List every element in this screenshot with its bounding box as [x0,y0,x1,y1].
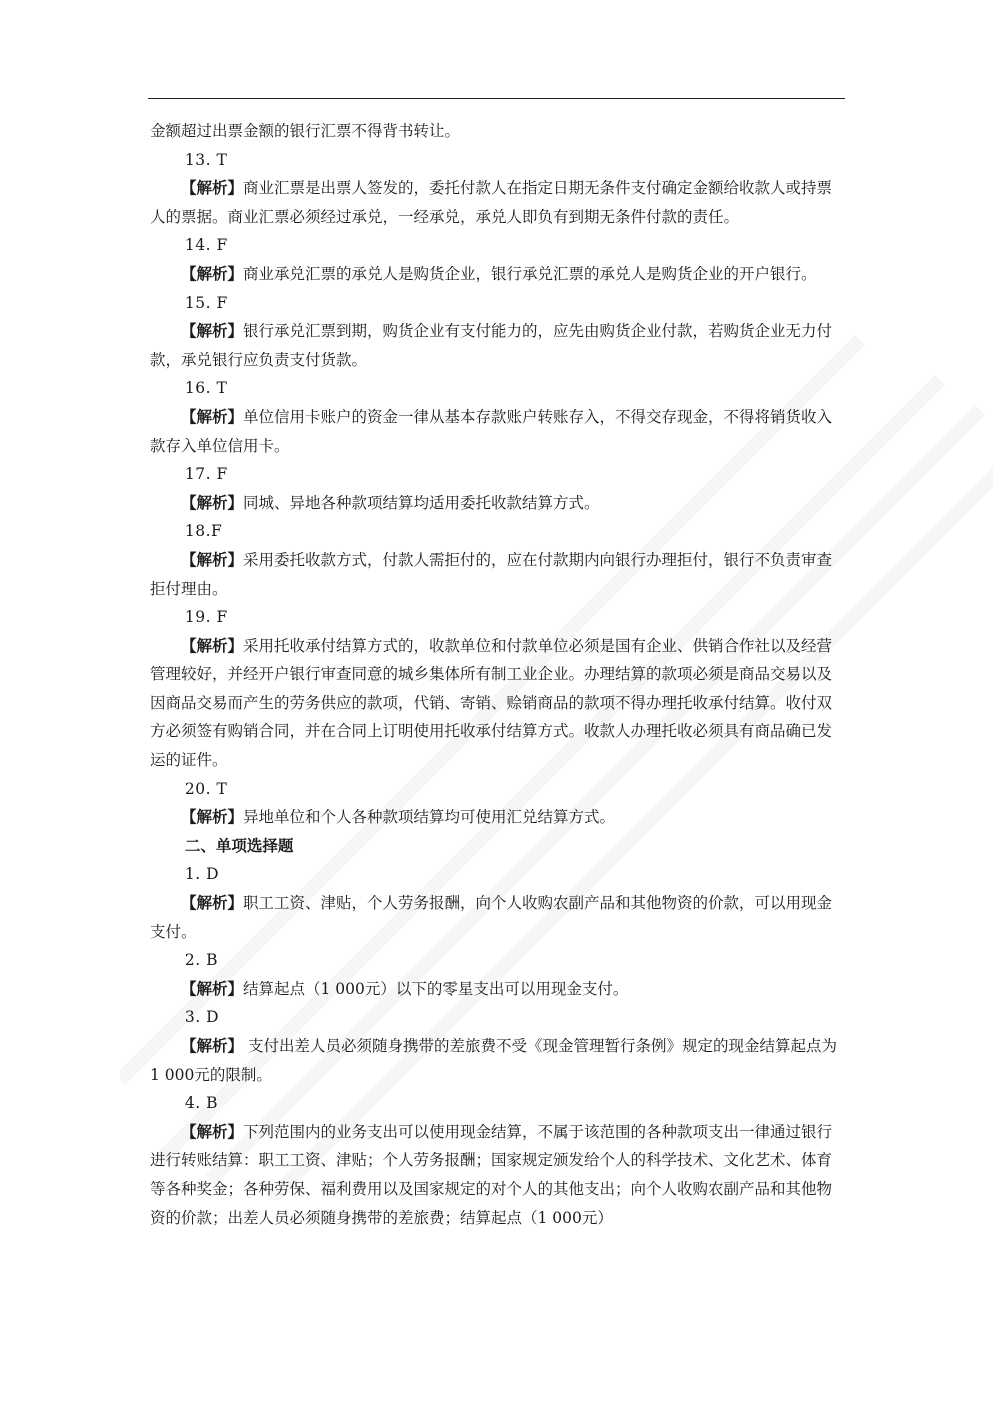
analysis-text: 商业承兑汇票的承兑人是购货企业，银行承兑汇票的承兑人是购货企业的开户银行。 [243,264,817,283]
answer-key: 2. B [184,951,218,970]
answer-key: 3. D [184,1008,220,1027]
answer-key: 14. F [184,236,228,255]
analysis-text: 职工工资、津贴，个人劳务报酬，向个人收购农副产品和其他物资的价款，可以用现金支付。 [150,894,833,941]
analysis-paragraph [150,546,845,603]
analysis-text: 结算起点（1 000元）以下的零星支出可以用现金支付。 [243,979,629,998]
analysis-label: 【解析】 [181,893,244,913]
analysis-text: 单位信用卡账户的资金一律从基本存款账户转账存入，不得交存现金，不得将销货收入款存入单位信用卡。 [150,407,833,455]
answer-key: 15. F [184,293,228,312]
analysis-text: 采用委托收款方式，付款人需拒付的，应在付款期内向银行办理拒付，银行不负责审查拒付理由。 [150,550,833,598]
analysis-label: 【解析】 [181,635,244,655]
answer-key: 16. T [184,379,228,398]
answer-key: 19. F [184,608,228,627]
answer-key: 13. T [184,150,228,169]
analysis-text: 商业汇票是出票人签发的，委托付款人在指定日期无条件支付确定金额给收款人或持票人的票据。商业汇票必须经过承兑，一经承兑，承兑人即负有到期无条件付款的责任。 [150,179,833,226]
analysis-label: 【解析】 [181,1036,244,1055]
body-paragraph: 金额超过出票金额的银行汇票不得背书转让。 [150,122,461,140]
section-heading: 二、单项选择题 [184,835,294,855]
analysis-paragraph [150,1032,845,1089]
answer-key: 18.F [184,522,223,541]
analysis-label: 【解析】 [181,549,244,569]
document-body [150,117,845,1232]
header-rule [148,98,845,99]
analysis-label: 【解析】 [181,978,244,998]
analysis-text: 支付出差人员必须随身携带的差旅费不受《现金管理暂行条例》规定的现金结算起点为1 000元的限制。 [150,1037,837,1084]
analysis-label: 【解析】 [181,492,244,512]
analysis-text: 下列范围内的业务支出可以使用现金结算，不属于该范围的各种款项支出一律通过银行进行转账结算：职工工资、津贴；个人劳务报酬；国家规定颁发给个人的科学技术、文化艺术、体育等各种奖金；各种劳保、福利费用以及国家规定的对个人的其他支出；向个人收购农副产品和其他物资的价款；出差人员必须随身携带的差旅费；结算起点（1 000元） [150,1122,833,1227]
analysis-text: 采用托收承付结算方式的，收款单位和付款单位必须是国有企业、供销合作社以及经营管理较好，并经开户银行审查同意的城乡集体所有制工业企业。办理结算的款项必须是商品交易以及因商品交易而产生的劳务供应的款项，代销、寄销、赊销商品的款项不得办理托收承付结算。收付双方必须签有购销合同，并在合同上订明使用托收承付结算方式。收款人办理托收必须具有商品确已发运的证件。 [150,636,833,770]
analysis-paragraph [150,489,845,518]
answer-key: 1. D [184,865,220,884]
analysis-label: 【解析】 [181,321,244,341]
analysis-paragraph [150,174,845,231]
analysis-label: 【解析】 [181,1121,244,1141]
analysis-paragraph [150,889,845,946]
analysis-paragraph [150,403,845,460]
analysis-paragraph [150,1118,845,1232]
answer-key: 17. F [184,465,228,484]
analysis-paragraph [150,632,845,775]
analysis-paragraph [150,803,845,832]
analysis-text: 同城、异地各种款项结算均适用委托收款结算方式。 [243,493,600,512]
analysis-text: 银行承兑汇票到期，购货企业有支付能力的，应先由购货企业付款，若购货企业无力付款，承兑银行应负责支付货款。 [150,322,833,369]
analysis-text: 异地单位和个人各种款项结算均可使用汇兑结算方式。 [243,808,616,827]
answer-key: 20. T [184,779,228,798]
analysis-label: 【解析】 [181,263,244,283]
analysis-paragraph [150,260,845,289]
analysis-label: 【解析】 [181,406,244,426]
analysis-paragraph [150,317,845,374]
analysis-paragraph [150,975,845,1004]
analysis-label: 【解析】 [181,807,244,827]
analysis-label: 【解析】 [181,178,244,198]
answer-key: 4. B [184,1094,218,1113]
